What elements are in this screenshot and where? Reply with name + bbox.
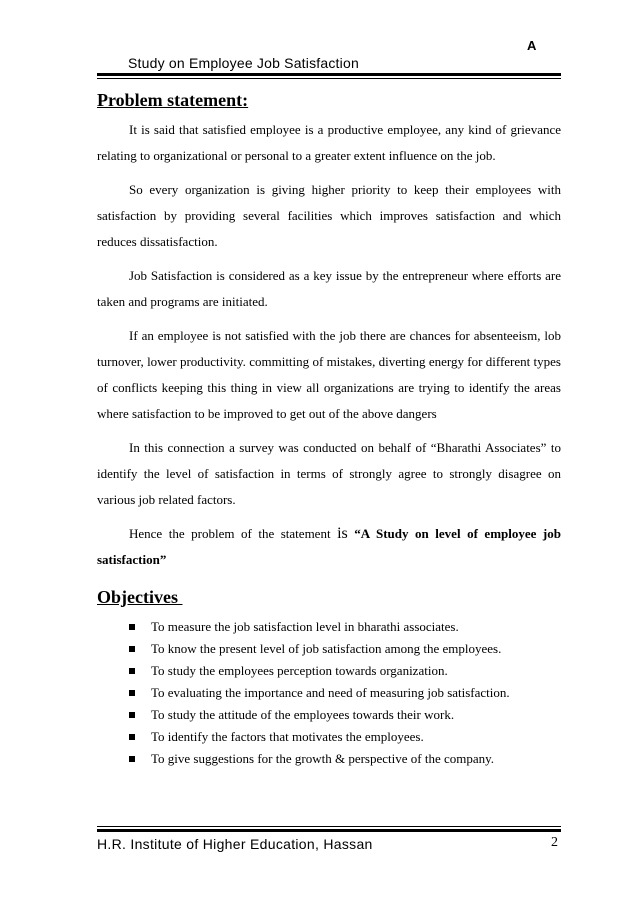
paragraph-2: So every organization is giving higher priority to keep their employees with satisfaction by providing several facilities which improves satisfaction and which reduces dissatisfaction. bbox=[97, 182, 561, 249]
objective-text: To study the attitude of the employees towards their work. bbox=[151, 707, 455, 722]
paragraph-1: It is said that satisfied employee is a productive employee, any kind of grievance relating to organizational or personal to a greater extent influence on the job. bbox=[97, 122, 561, 163]
header-letter: A bbox=[527, 38, 537, 53]
objectives-heading: Objectives bbox=[97, 587, 183, 607]
header-rule-thin bbox=[97, 78, 561, 79]
square-bullet-icon bbox=[129, 646, 135, 652]
square-bullet-icon bbox=[129, 734, 135, 740]
page-content bbox=[97, 90, 561, 770]
list-item bbox=[121, 682, 561, 704]
objective-text: To study the employees perception towards organization. bbox=[151, 663, 448, 678]
list-item bbox=[121, 748, 561, 770]
footer-rule-thin bbox=[97, 826, 561, 827]
square-bullet-icon bbox=[129, 756, 135, 762]
footer-institution: H.R. Institute of Higher Education, Hassan bbox=[97, 836, 373, 852]
paragraph-4: If an employee is not satisfied with the job there are chances for absenteeism, lob turnover, lower productivity. committing of mistakes, diverting energy for different types of conflicts keeping this thing in view all organizations are trying to identify the areas where satisfaction to be improved to get out of the above dangers bbox=[97, 328, 561, 421]
problem-conclusion bbox=[97, 521, 561, 573]
list-item bbox=[121, 726, 561, 748]
page-number: 2 bbox=[551, 835, 558, 850]
study-title: “A Study on level of employee job satisfaction” bbox=[97, 526, 561, 567]
conclusion-is: is bbox=[337, 525, 348, 542]
objective-text: To identify the factors that motivates the employees. bbox=[151, 729, 424, 744]
paragraph-3: Job Satisfaction is considered as a key issue by the entrepreneur where efforts are taken and programs are initiated. bbox=[97, 268, 561, 309]
objective-text: To measure the job satisfaction level in bharathi associates. bbox=[151, 619, 459, 634]
footer-rule-thick bbox=[97, 829, 561, 832]
header-title: Study on Employee Job Satisfaction bbox=[128, 55, 359, 71]
list-item bbox=[121, 660, 561, 682]
square-bullet-icon bbox=[129, 690, 135, 696]
square-bullet-icon bbox=[129, 712, 135, 718]
paragraph-5: In this connection a survey was conducted on behalf of “Bharathi Associates” to identify the level of satisfaction in terms of strongly agree to strongly disagree on various job related factors. bbox=[97, 440, 561, 507]
objective-text: To know the present level of job satisfaction among the employees. bbox=[151, 641, 502, 656]
header-rule-thick bbox=[97, 73, 561, 76]
square-bullet-icon bbox=[129, 668, 135, 674]
list-item bbox=[121, 638, 561, 660]
list-item bbox=[121, 704, 561, 726]
objective-text: To give suggestions for the growth & perspective of the company. bbox=[151, 751, 495, 766]
conclusion-lead: Hence the problem of the statement bbox=[129, 526, 338, 541]
objective-text: To evaluating the importance and need of measuring job satisfaction. bbox=[151, 685, 510, 700]
square-bullet-icon bbox=[129, 624, 135, 630]
objectives-list bbox=[97, 616, 561, 770]
list-item bbox=[121, 616, 561, 638]
problem-statement-heading: Problem statement: bbox=[97, 90, 249, 110]
